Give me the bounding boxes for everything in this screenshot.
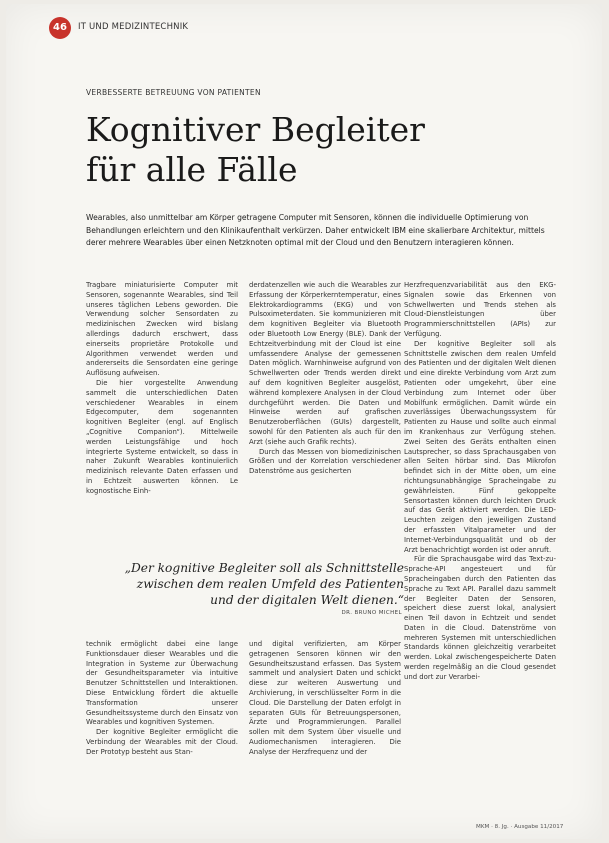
column-1-upper	[86, 281, 238, 538]
article-lead: Wearables, also unmittelbar am Körper getragene Computer mit Sensoren, können die individuelle Optimierung von Behandlungen erleichtern und den Klinikaufenthalt verkürzen. Daher entwickelt IBM eine skalierbare Architektur, mittels derer mehrere Wearables über einen Netzknoten optimal mit der Cloud und den Benutzern interagieren können.	[86, 213, 545, 248]
article-kicker: VERBESSERTE BETREUUNG VON PATIENTEN	[86, 88, 261, 97]
page-footer: MKM · 8. Jg. · Ausgabe 11/2017	[476, 824, 564, 830]
section-label: IT UND MEDIZINTECHNIK	[78, 22, 189, 32]
quote-author: DR. BRUNO MICHEL	[341, 610, 402, 616]
paragraph: Durch das Messen von biomedizinischen Größen und der Korrelation verschiedener Datenströme aus gesicherten	[249, 447, 401, 476]
paragraph: Der kognitive Begleiter soll als Schnittstelle zwischen dem realen Umfeld des Patienten und der digitalen Welt dienen und eine direkte Verbindung vom Arzt zum Patienten oder umgekehrt, über eine Verbindung zum Internet oder über Mobilfunk ermöglichen. Damit würde ein zuverlässiges Überwachungssystem für Patienten zu Hause und sollte auch einmal im Krankenhaus zur Verfügung stehen. Zwei Seiten des Geräts enthalten einen Lautsprecher, so dass Sprachausgaben von allen Seiten hörbar sind. Das Mikrofon befindet sich in der Mitte oben, um eine richtungsunabhängige Spracheingabe zu gewährleisten. Fünf gekoppelte Sensortasten können durch leichten Druck auf das Gerät aktiviert werden. Die LED-Leuchten zeigen den jeweiligen Zustand der erfassten Vitalparameter und der Internet-Verbindungsqualität und ob der Arzt benachrichtigt worden ist oder anruft.	[404, 339, 556, 554]
paragraph: Für die Sprachausgabe wird das Text-zu-Sprache-API angesteuert und für Spracheingaben durch den Patienten das Sprache zu Text API. Parallel dazu sammelt der Begleiter Daten der Sensoren, speichert diese zuerst lokal, analysiert einen Teil davon in Echtzeit und sendet Daten in die Cloud. Datenströme von mehreren Systemen mit unterschiedlichen Standards können gleichzeitig verarbeitet werden. Lokal zwischengespeicherte Daten werden regelmäßig an die Cloud gesendet und dort zur Verarbei-	[404, 555, 556, 681]
article-headline	[86, 110, 546, 190]
column-2-upper	[249, 281, 401, 538]
paragraph: technik ermöglicht dabei eine lange Funktionsdauer dieser Wearables und die Integration in Systeme zur Überwachung der Gesundheitsparameter via intuitive Benutzer Schnittstellen und Interaktionen. Diese Entwicklung fördert die aktuelle Transformation unserer Gesundheitssysteme durch den Einsatz von Wearables und kognitiven Systemen.	[86, 640, 238, 727]
column-2-lower	[249, 640, 401, 818]
headline-line-1: Kognitiver Begleiter	[86, 110, 425, 149]
pull-quote: „Der kognitive Begleiter soll als Schnittstelle zwischen dem realen Umfeld des Patienten und der digitalen Welt dienen.“	[124, 561, 404, 607]
paragraph: Herzfrequenzvariabilität aus den EKG-Signalen sowie das Erkennen von Schwellwerten und Trends stehen als Cloud-Dienstleistungen über Programmierschnittstellen (APIs) zur Verfügung.	[404, 281, 556, 338]
page-number-badge: 46	[49, 17, 71, 39]
paragraph: und digital verifizierten, am Körper getragenen Sensoren können wir den Gesundheitszustand erfassen. Das System sammelt und analysiert Daten und schickt diese zur weiteren Auswertung und Archivierung, in verschlüsselter Form in die Cloud. Die Darstellung der Daten erfolgt in separaten GUIs für Betreuungspersonen, Ärzte und Programmierungen. Parallel sollen mit dem System über visuelle und Audiomechanismen interagieren. Die Analyse der Herzfrequenz und der	[249, 640, 401, 756]
paragraph: Der kognitive Begleiter ermöglicht die Verbindung der Wearables mit der Cloud. Der Prototyp besteht aus Stan-	[86, 728, 238, 756]
magazine-page	[6, 4, 602, 839]
paragraph: Tragbare miniaturisierte Computer mit Sensoren, sogenannte Wearables, sind Teil unseres täglichen Lebens geworden. Die Verwendung solcher Sensordaten zu medizinischen Zwecken wird bislang allerdings dadurch erschwert, dass einerseits proprietäre Protokolle und Algorithmen verwendet werden und andererseits die Sensordaten eine geringe Auflösung aufweisen.	[86, 281, 238, 378]
column-3	[404, 281, 556, 814]
paragraph: derdatenzellen wie auch die Wearables zur Erfassung der Körperkerntemperatur, eines Elektrokardiogramms (EKG) und von Pulsoximeterdaten. Sie kommunizieren mit dem kognitiven Begleiter via Bluetooth oder Bluetooth Low Energy (BLE). Dank der Echtzeitverbindung mit der Cloud ist eine umfassendere Analyse der gemessenen Daten möglich. Warnhinweise aufgrund von Schwellwerten oder Trends werden direkt auf dem kognitiven Begleiter ausgelöst, während komplexere Analysen in der Cloud durchgeführt werden. Die Daten und Hinweise werden auf grafischen Benutzeroberflächen (GUIs) dargestellt, sowohl für den Patienten als auch für den Arzt (siehe auch Grafik rechts).	[249, 281, 401, 446]
paragraph: Die hier vorgestellte Anwendung sammelt die unterschiedlichen Daten verschiedener Wearables in einem Edgecomputer, dem sogenannten kognitiven Begleiter (engl. auf Englisch „Cognitive Companion“). Mittelweile werden Leistungsfähige und hoch integrierte Systeme entwickelt, so dass in naher Zukunft Wearables kontinuierlich medizinisch relevante Daten erfassen und in Echtzeit auswerten können. Le kognostische Einh-	[86, 378, 238, 495]
headline-line-2: für alle Fälle	[86, 150, 298, 189]
column-1-lower	[86, 640, 238, 818]
